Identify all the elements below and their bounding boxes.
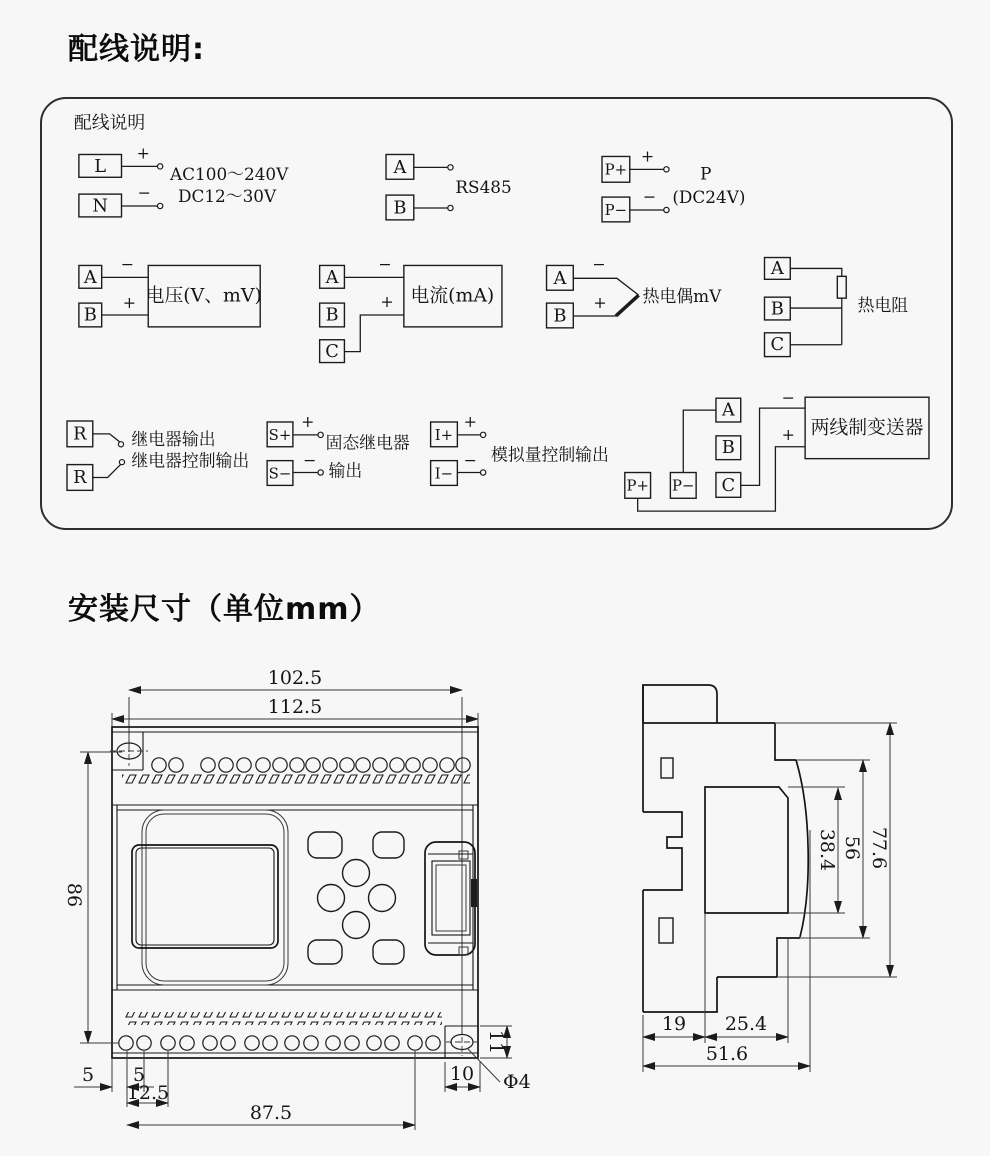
dim-112-5: 112.5 [267,696,323,718]
bezel-groove-inner [146,814,284,981]
voltage-box-label: 电压(V、mV) [145,285,262,307]
wiring-ssr-group [267,412,410,485]
rtd-label: 热电阻 [857,295,909,316]
key-top-left [308,832,342,858]
resistor-icon [837,276,846,298]
ssr-label-line1: 固态继电器 [325,432,410,453]
current-minus-sign: − [378,254,392,274]
wiring-relay-group [67,421,249,490]
wiring-voltage-group [79,254,262,326]
dim-10: 10 [449,1063,475,1085]
current-plus-sign: + [380,292,394,312]
dim-19: 19 [661,1013,687,1035]
relay-output-label: 继电器输出 [131,428,216,449]
side-dims [643,723,897,1072]
current-box-label: 电流(mA) [410,285,495,307]
terminal-A-rtd-label: A [770,257,784,279]
aux-minus-sign: − [642,187,657,207]
din-clip-bottom-icon [659,918,673,943]
analog-minus-sign: − [463,450,477,470]
terminal-S-plus-label: S+ [268,425,292,444]
rs485-label: RS485 [455,177,512,198]
aux-dc24v-label: (DC24V) [672,187,746,208]
power-plus-sign: + [136,143,150,163]
din-clip-top-icon [661,758,673,778]
terminal-I-minus-label: I− [434,464,454,483]
terminal-P-plus-label: P+ [604,160,628,179]
dim-87-5: 87.5 [249,1102,293,1124]
wiring-diagram [42,99,951,528]
key-bottom-left [308,940,342,964]
aux-p-label: P [700,163,712,184]
wiring-box-title: 配线说明 [73,112,146,134]
front-dim-112-5 [112,696,478,727]
front-bottom-terminals [119,1012,478,1058]
power-minus-sign: − [137,183,151,203]
terminal-B-tx-label: B [721,437,735,459]
transmitter-box-label: 两线制变送器 [810,417,924,439]
front-view-drawing [60,655,540,1153]
terminal-A-tc-label: A [553,267,567,289]
dim-38-4: 38.4 [816,828,838,872]
terminal-B-tc-label: B [553,305,567,327]
terminal-R2-label: R [73,466,87,488]
key-right [369,885,396,912]
dim-102-5: 102.5 [267,667,323,689]
aux-plus-sign: + [640,146,655,166]
terminal-R1-label: R [73,423,87,445]
tc-minus-sign: − [592,254,606,274]
side-view-drawing [630,660,980,1100]
voltage-minus-sign: − [120,254,135,274]
analog-output-label: 模拟量控制输出 [491,444,609,465]
key-up [343,860,370,887]
dim-phi4: Φ4 [503,1071,531,1093]
terminal-N-label: N [92,195,108,217]
key-bottom-right [373,940,404,964]
wiring-box [40,97,953,530]
install-heading: 安装尺寸（单位mm） [68,592,381,627]
terminal-C-tx-label: C [721,474,736,496]
ssr-plus-sign: + [301,411,315,431]
terminal-A-tx-label: A [721,399,735,421]
wiring-heading: 配线说明: [68,32,205,67]
terminal-C-current-label: C [325,341,339,363]
dim-51-6: 51.6 [705,1043,749,1065]
voltage-plus-sign: + [122,293,137,313]
terminal-S-minus-label: S− [268,464,292,483]
terminal-C-rtd-label: C [770,334,785,356]
terminal-A-voltage-label: A [83,266,97,288]
terminal-B-rtd-label: B [770,298,784,320]
wiring-rs485-group [386,154,512,219]
serration-bottom-icon [124,1012,442,1025]
connector-tab-icon [471,879,477,907]
side-inner-panel [705,787,788,913]
terminal-A-rs485-label: A [393,156,407,178]
tx-minus-sign: − [781,388,795,408]
side-profile [643,685,808,1012]
dim-77-6: 77.6 [868,826,890,870]
thermocouple-label: 热电偶mV [642,286,722,307]
dim-86: 86 [63,882,85,908]
wiring-current-group [320,254,502,362]
power-range-ac: AC100～240V [170,164,289,185]
key-left [318,885,345,912]
terminal-B-current-label: B [325,304,339,326]
ssr-label-line2: 输出 [328,460,363,481]
tc-plus-sign: + [593,293,607,313]
terminal-Pplus-tx-label: P+ [626,476,649,495]
key-down [343,912,370,939]
power-range-dc: DC12～30V [177,186,277,207]
analog-plus-sign: + [463,411,477,431]
terminal-Pminus-tx-label: P− [672,476,695,495]
dim-12-5: 12.5 [126,1082,170,1104]
dim-5b: 5 [132,1064,146,1086]
wiring-thermocouple-group [547,254,723,327]
ssr-minus-sign: − [303,450,317,470]
terminal-A-current-label: A [325,266,339,288]
terminal-B-voltage-label: B [83,304,97,326]
lcd-display [132,845,278,948]
relay-control-output-label: 继电器控制输出 [131,450,250,471]
dim-11: 11 [485,1029,507,1055]
wiring-rtd-group [765,258,909,357]
wiring-aux-power-group [602,146,745,221]
relay-contact-icon [118,442,123,447]
bezel-groove-outer [142,810,288,985]
serration-top-icon [122,771,470,784]
terminal-P-minus-label: P− [604,200,628,219]
dim-5a: 5 [81,1064,95,1086]
front-dim-86 [63,752,122,1043]
relay-contact-icon [119,460,124,465]
dim-56: 56 [841,835,863,861]
terminal-I-plus-label: I+ [434,425,454,444]
wiring-analog-output-group [431,412,609,485]
front-face [112,805,478,990]
key-top-right [373,832,404,858]
thermocouple-junction-icon [616,295,639,316]
wiring-power-group [79,143,289,216]
front-top-terminals [122,758,470,784]
wiring-transmitter-group [625,388,929,511]
front-dim-102-5 [129,667,462,1035]
terminal-L-label: L [94,155,107,177]
terminal-B-rs485-label: B [393,197,407,219]
dim-25-4: 25.4 [724,1013,768,1035]
tx-plus-sign: + [781,424,795,444]
